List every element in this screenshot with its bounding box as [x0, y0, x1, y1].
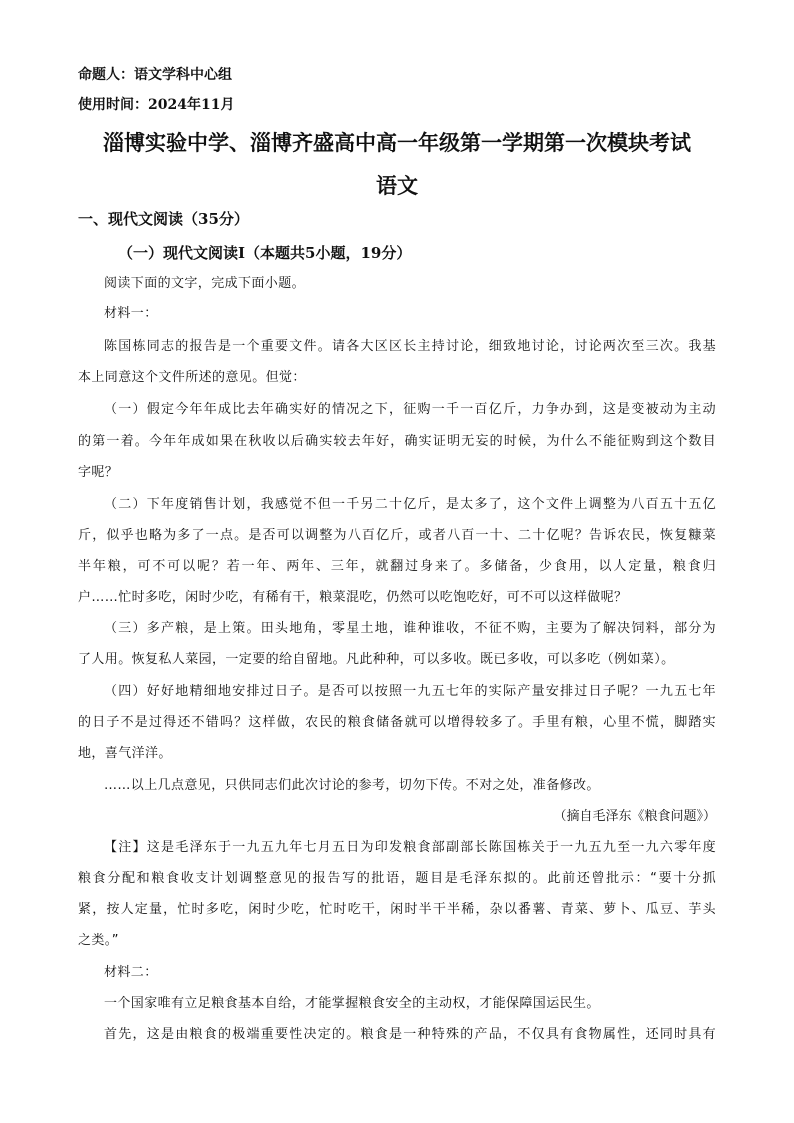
note-line: 之类。”: [78, 933, 119, 948]
paragraph-line: ……以上几点意见，只供同志们此次讨论的参考，切勿下传。不对之处，准备修改。: [104, 778, 600, 793]
paragraph-line: （四）好好地精细地安排过日子。是否可以按照一九五七年的实际产量安排过日子呢？一九五七年: [104, 684, 716, 699]
paragraph-line: 半年粮，可不可以呢？若一年、两年、三年，就翻过身来了。多储备，少食用，以人定量，粮食归: [78, 559, 716, 574]
source-citation: （摘自毛泽东《粮食问题》）: [553, 809, 716, 824]
subsection-heading: （一）现代文阅读Ⅰ（本题共5小题，19分）: [118, 244, 412, 262]
author-line: 命题人：语文学科中心组: [78, 67, 232, 83]
paragraph-line: 了人用。恢复私人菜园，一定要的给自留地。凡此种种，可以多收。既已多收，可以多吃（例如菜）。: [78, 652, 675, 667]
paragraph-line: 首先，这是由粮食的极端重要性决定的。粮食是一种特殊的产品，不仅具有食物属性，还同时具有: [104, 1027, 716, 1042]
note-line: 紧，按人定量，忙时多吃，闲时少吃，忙时吃干，闲时半干半稀，杂以番薯、青菜、萝卜、瓜豆、芋头: [78, 902, 716, 917]
instruction: 阅读下面的文字，完成下面小题。: [104, 276, 306, 291]
paragraph-line: 的日子不是过得还不错吗？这样做，农民的粮食储备就可以增得较多了。手里有粮，心里不慌，脚踏实: [78, 715, 716, 730]
section-heading: 一、现代文阅读（35分）: [78, 210, 249, 228]
paragraph-line: 地，喜气洋洋。: [78, 746, 172, 761]
paragraph-line: （二）下年度销售计划，我感觉不但一千另二十亿斤，是太多了，这个文件上调整为八百五十五亿: [104, 497, 716, 512]
paragraph-line: 陈国栋同志的报告是一个重要文件。请各大区区长主持讨论，细致地讨论，讨论两次至三次。我基: [104, 339, 716, 354]
exam-title: 淄博实验中学、淄博齐盛高中高一年级第一学期第一次模块考试: [103, 130, 691, 155]
paragraph-line: 户……忙时多吃，闲时少吃，有稀有干，粮菜混吃，仍然可以吃饱吃好，可不可以这样做呢？: [78, 590, 628, 605]
paragraph-line: 斤，似乎也略为多了一点。是否可以调整为八百亿斤，或者八百一十、二十亿呢？告诉农民，恢复糠菜: [78, 528, 716, 543]
date-line: 使用时间：2024年11月: [78, 97, 235, 113]
paragraph-line: 字呢？: [78, 465, 119, 480]
note-line: 粮食分配和粮食收支计划调整意见的报告写的批语，题目是毛泽东拟的。此前还曾批示：“要十分抓: [78, 871, 716, 886]
paragraph-line: 本上同意这个文件所述的意见。但觉：: [78, 370, 306, 385]
material-label: 材料一：: [104, 306, 158, 321]
paragraph-line: （三）多产粮，是上策。田头地角，零星土地，谁种谁收，不征不购，主要为了解决饲料，部分为: [104, 621, 716, 636]
paragraph-line: 一个国家唯有立足粮食基本自给，才能掌握粮食安全的主动权，才能保障国运民生。: [104, 996, 600, 1011]
paragraph-line: 的第一着。今年年成如果在秋收以后确实较去年好，确实证明无妄的时候，为什么不能征购到这个数目: [78, 434, 716, 449]
note-line: 【注】这是毛泽东于一九五九年七月五日为印发粮食部副部长陈国栋关于一九五九至一九六零年度: [104, 840, 716, 855]
paragraph-line: （一）假定今年年成比去年确实好的情况之下，征购一千一百亿斤，力争办到，这是变被动为主动: [104, 402, 716, 417]
material-label: 材料二：: [104, 965, 158, 980]
exam-subject: 语文: [376, 173, 418, 198]
